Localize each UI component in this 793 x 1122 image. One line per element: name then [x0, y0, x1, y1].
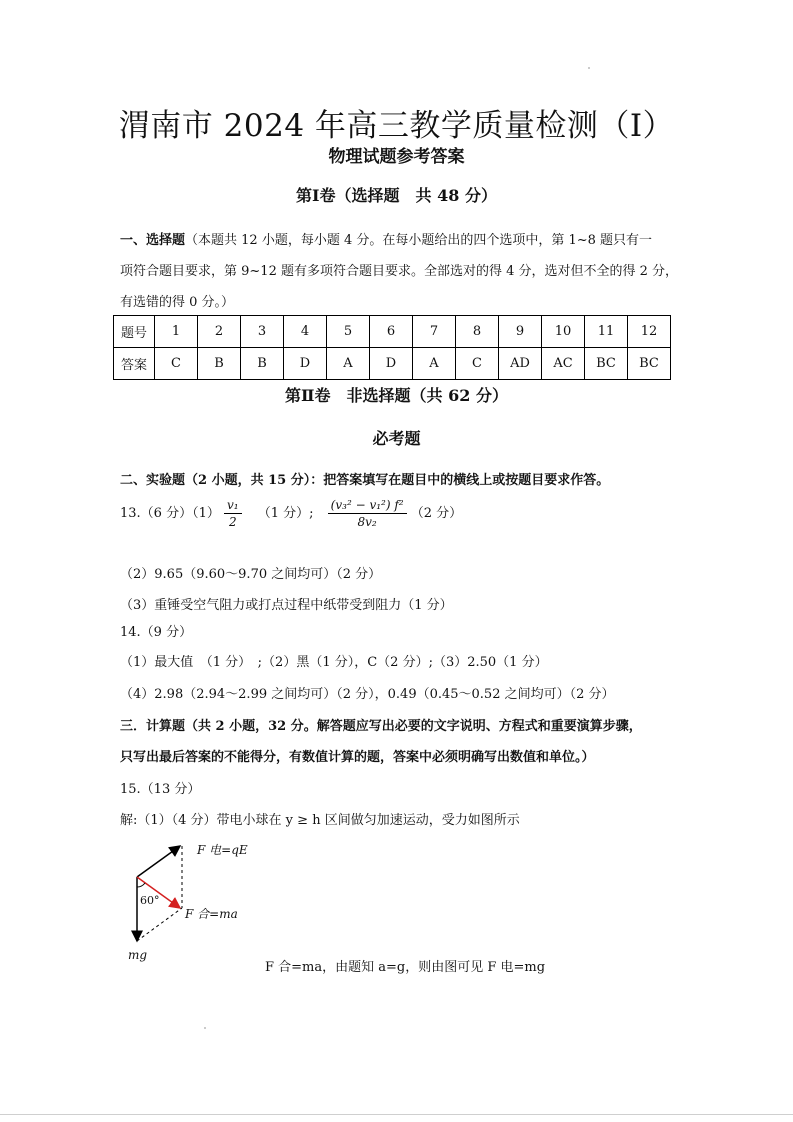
q13-score-1: （1 分）;: [257, 506, 314, 521]
table-cell: 12: [628, 316, 671, 348]
table-cell: 11: [585, 316, 628, 348]
section1-desc-text: （本题共 12 小题，每小题 4 分。在每小题给出的四个选项中，第 1~8 题只有一: [185, 233, 653, 248]
q15-solution-line: 解:（1）（4 分）带电小球在 y ≥ h 区间做匀加速运动，受力如图所示: [120, 813, 520, 828]
q13-fraction-2: [328, 497, 407, 530]
label-gravity: mg: [128, 948, 148, 962]
table-row-numbers: [114, 316, 671, 348]
electric-force-arrow: [137, 846, 180, 877]
table-cell: 7: [413, 316, 456, 348]
q14-line2: （4）2.98（2.94～2.99 之间均可）（2 分），0.49（0.45～0.52 之间均可）（2 分）: [120, 687, 615, 702]
dashed-bottom: [137, 908, 182, 941]
table-cell: BC: [585, 348, 628, 380]
label-electric-force: F 电=qE: [197, 843, 248, 857]
part2-heading: 第Ⅱ卷 非选择题（共 62 分）: [285, 386, 508, 405]
section2-heading: 二、实验题（2 小题，共 15 分）：把答案填写在题目中的横线上或按题目要求作答。: [120, 473, 610, 488]
q13-fraction-2-den: 8v₂: [357, 515, 377, 529]
page-subtitle: 物理试题参考答案: [328, 147, 465, 167]
label-angle: 60°: [140, 894, 160, 907]
table-cell: 4: [284, 316, 327, 348]
q13-part3: （3）重锤受空气阻力或打点过程中纸带受到阻力（1 分）: [120, 598, 453, 613]
page-title: 渭南市 2024 年高三教学质量检测（Ⅰ）: [118, 108, 675, 144]
table-cell: 1: [155, 316, 198, 348]
section3-heading-line1: 三．计算题（共 2 小题，32 分。解答题应写出必要的文字说明、方程式和重要演算步骤，: [120, 719, 642, 734]
table-row-answers: [114, 348, 671, 380]
table-cell: AC: [542, 348, 585, 380]
table-cell: A: [327, 348, 370, 380]
q13-score-2: （2 分）: [410, 506, 463, 521]
q13-part2: （2）9.65（9.60～9.70 之间均可）（2 分）: [120, 567, 382, 582]
section3-heading-line2: 只写出最后答案的不能得分，有数值计算的题，答案中必须明确写出数值和单位。）: [120, 750, 595, 765]
scan-speck: [204, 1027, 206, 1029]
angle-arc: [137, 883, 145, 887]
table-cell: D: [284, 348, 327, 380]
q15-title: 15.（13 分）: [120, 782, 201, 797]
q13-prefix: 13.（6 分）（1）: [120, 506, 220, 521]
label-net-force: F 合=ma: [185, 907, 238, 921]
q13-line1: [120, 497, 462, 530]
section1-label: 一、选择题: [120, 233, 186, 248]
table-cell: B: [241, 348, 284, 380]
table-row-label: 答案: [114, 348, 155, 380]
table-cell: 6: [370, 316, 413, 348]
table-cell: A: [413, 348, 456, 380]
table-cell: BC: [628, 348, 671, 380]
table-cell: D: [370, 348, 413, 380]
table-cell: C: [155, 348, 198, 380]
section1-desc-line2: 项符合题目要求，第 9~12 题有多项符合题目要求。全部选对的得 4 分，选对但不全的得 2 分，: [120, 264, 679, 279]
q13-fraction-1-num: v₁: [224, 497, 242, 514]
table-row-label: 题号: [114, 316, 155, 348]
table-cell: 3: [241, 316, 284, 348]
section1-desc-line3: 有选错的得 0 分。）: [120, 295, 235, 310]
q15-conclusion: F 合=ma，由题知 a=g，则由图可见 F 电=mg: [265, 960, 546, 975]
required-heading: 必考题: [372, 429, 421, 448]
q13-fraction-2-num: (v₃² − v₁²) f²: [328, 497, 407, 514]
page-bottom-divider: [0, 1114, 793, 1115]
table-cell: B: [198, 348, 241, 380]
q13-fraction-1: [224, 497, 242, 530]
q14-title: 14.（9 分）: [120, 625, 193, 640]
answer-table: [113, 315, 671, 380]
table-cell: 5: [327, 316, 370, 348]
table-cell: 9: [499, 316, 542, 348]
table-cell: 2: [198, 316, 241, 348]
table-cell: C: [456, 348, 499, 380]
scan-speck: [588, 67, 590, 69]
q14-line1: （1）最大值 （1 分） ;（2）黑（1 分），C（2 分）;（3）2.50（1 分）: [120, 655, 548, 670]
section1-desc-line1: [120, 229, 652, 248]
part1-heading: 第Ⅰ卷（选择题 共 48 分）: [296, 186, 497, 205]
table-cell: 10: [542, 316, 585, 348]
table-cell: AD: [499, 348, 542, 380]
table-cell: 8: [456, 316, 499, 348]
q13-fraction-1-den: 2: [228, 515, 237, 529]
